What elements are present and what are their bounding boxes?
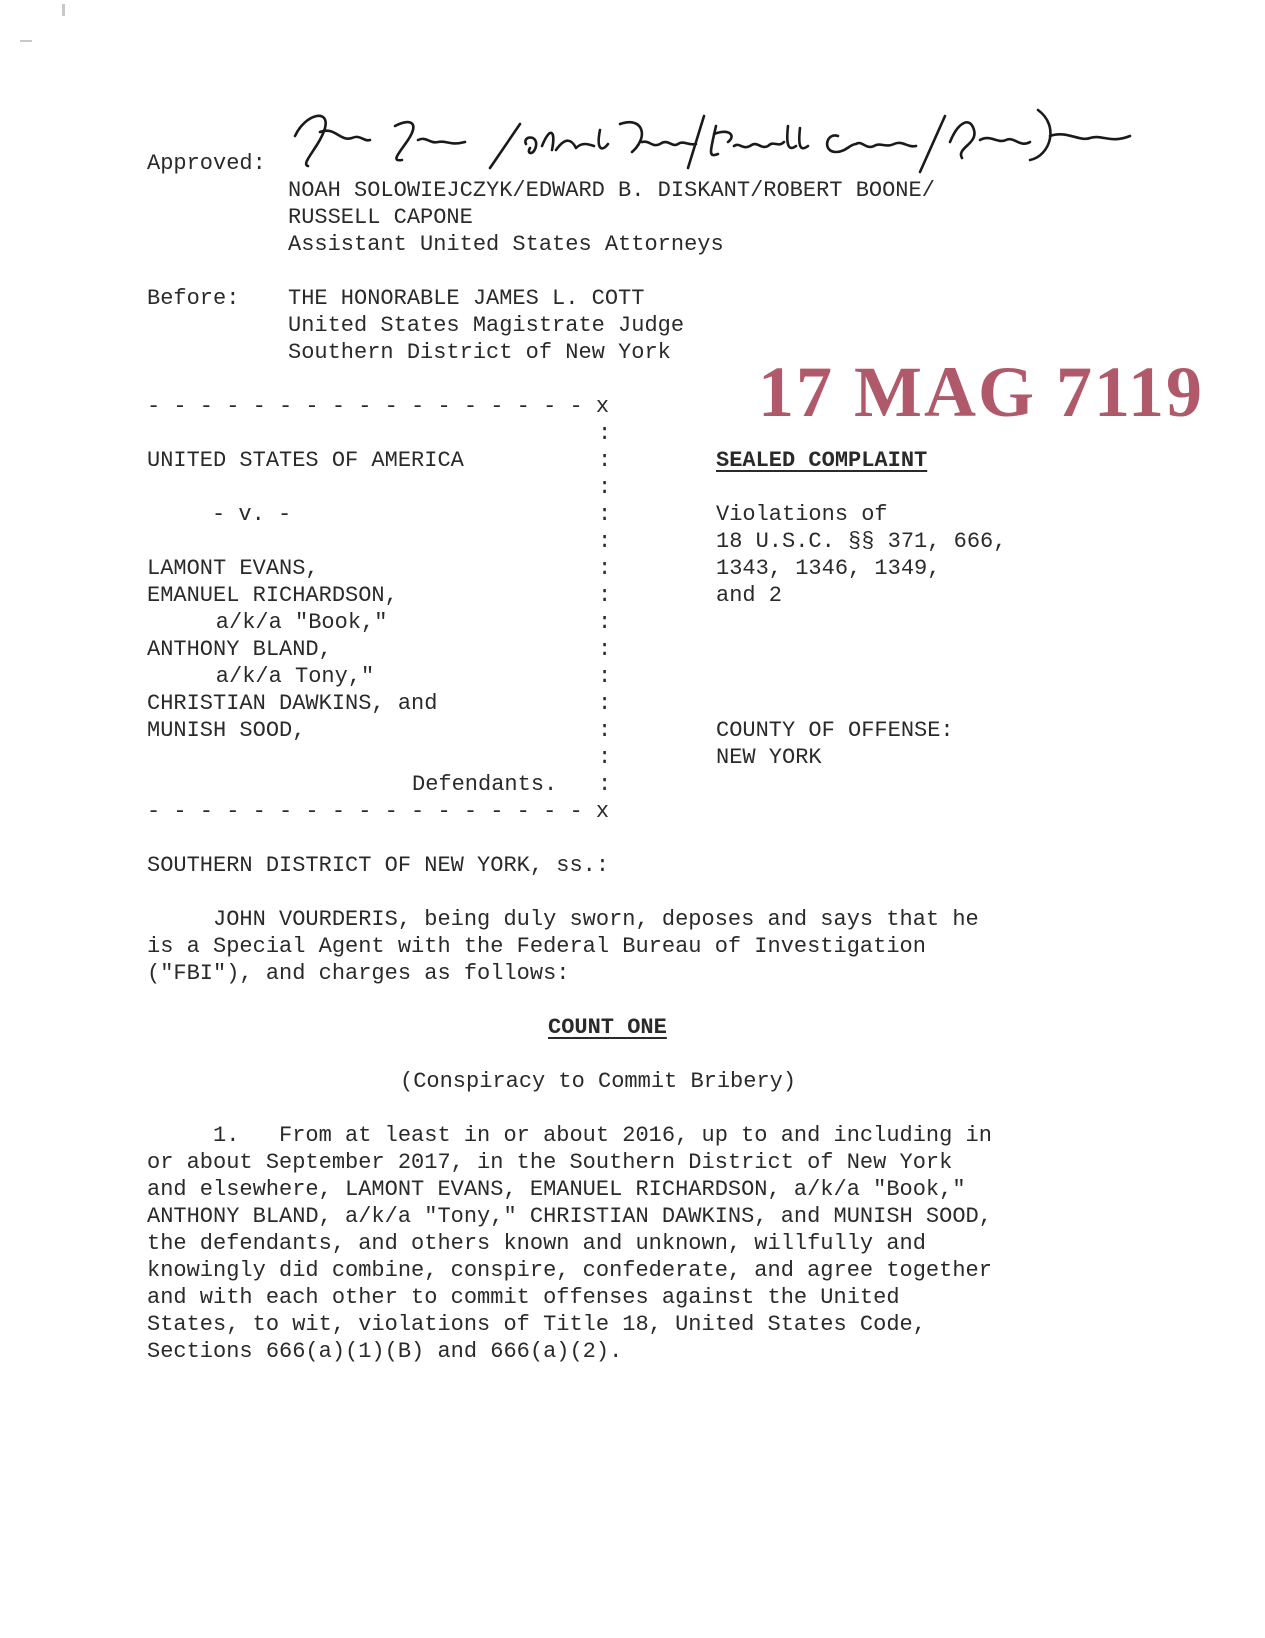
paragraph-line: knowingly did combine, conspire, confederate, and agree together — [147, 1258, 992, 1283]
caption-colon: : — [598, 745, 612, 770]
intro-line: ("FBI"), and charges as follows: — [147, 961, 570, 986]
caption-border-bottom: - - - - - - - - - - - - - - - - - x — [147, 799, 610, 824]
scan-mark — [62, 4, 65, 16]
violations-line: 18 U.S.C. §§ 371, 666, — [716, 529, 1007, 554]
violations-line: 1343, 1346, 1349, — [716, 556, 941, 581]
attorney-title: Assistant United States Attorneys — [288, 232, 724, 257]
paragraph-line: ANTHONY BLAND, a/k/a "Tony," CHRISTIAN DAWKINS, and MUNISH SOOD, — [147, 1204, 992, 1229]
paragraph-line: States, to wit, violations of Title 18, United States Code, — [147, 1312, 926, 1337]
paragraph-line: and with each other to commit offenses against the United — [147, 1285, 900, 1310]
defendant-line: MUNISH SOOD, — [147, 718, 306, 743]
approving-attorneys: NOAH SOLOWIEJCZYK/EDWARD B. DISKANT/ROBERT BOONE/ — [288, 178, 935, 203]
paragraph-line: and elsewhere, LAMONT EVANS, EMANUEL RICHARDSON, a/k/a "Book," — [147, 1177, 966, 1202]
count-subheading: (Conspiracy to Commit Bribery) — [400, 1069, 797, 1094]
caption-colon: : — [598, 502, 612, 527]
venue-line: SOUTHERN DISTRICT OF NEW YORK, ss.: — [147, 853, 610, 878]
scan-mark — [20, 40, 32, 42]
document-title: SEALED COMPLAINT — [716, 448, 928, 473]
violations-line: and 2 — [716, 583, 783, 608]
defendant-line: CHRISTIAN DAWKINS, and — [147, 691, 438, 716]
paragraph-line: Sections 666(a)(1)(B) and 666(a)(2). — [147, 1339, 623, 1364]
county-label: COUNTY OF OFFENSE: — [716, 718, 954, 743]
caption-colon: : — [598, 421, 612, 446]
defendants-label: Defendants. — [412, 772, 558, 797]
violations-line: Violations of — [716, 502, 888, 527]
approving-attorneys-cont: RUSSELL CAPONE — [288, 205, 473, 230]
approved-label: Approved: — [147, 151, 266, 176]
plaintiff: UNITED STATES OF AMERICA — [147, 448, 464, 473]
versus: - v. - — [212, 502, 292, 527]
caption-colon: : — [598, 637, 612, 662]
caption-border-top: - - - - - - - - - - - - - - - - - x — [147, 394, 610, 419]
caption-colon: : — [598, 448, 612, 473]
caption-colon: : — [598, 556, 612, 581]
caption-colon: : — [598, 664, 612, 689]
caption-colon: : — [598, 610, 612, 635]
defendant-line: a/k/a "Book," — [163, 610, 388, 635]
defendant-line: a/k/a Tony," — [163, 664, 375, 689]
judge-name: THE HONORABLE JAMES L. COTT — [288, 286, 645, 311]
county-value: NEW YORK — [716, 745, 822, 770]
judge-title: United States Magistrate Judge — [288, 313, 685, 338]
caption-colon: : — [598, 772, 612, 797]
count-heading: COUNT ONE — [548, 1015, 667, 1040]
intro-line: is a Special Agent with the Federal Bureau of Investigation — [147, 934, 926, 959]
caption-colon: : — [598, 529, 612, 554]
paragraph-line: or about September 2017, in the Southern District of New York — [147, 1150, 953, 1175]
defendant-line: LAMONT EVANS, — [147, 556, 319, 581]
attorney-signatures — [290, 96, 1140, 176]
defendant-line: ANTHONY BLAND, — [147, 637, 332, 662]
defendant-line: EMANUEL RICHARDSON, — [147, 583, 398, 608]
paragraph-line: the defendants, and others known and unknown, willfully and — [147, 1231, 926, 1256]
caption-colon: : — [598, 475, 612, 500]
intro-line: JOHN VOURDERIS, being duly sworn, deposes and says that he — [147, 907, 979, 932]
before-label: Before: — [147, 286, 240, 311]
caption-colon: : — [598, 583, 612, 608]
caption-colon: : — [598, 718, 612, 743]
paragraph-line: 1. From at least in or about 2016, up to and including in — [147, 1123, 992, 1148]
docket-stamp: 17 MAG 7119 — [758, 352, 1204, 432]
caption-colon: : — [598, 691, 612, 716]
judge-district: Southern District of New York — [288, 340, 671, 365]
